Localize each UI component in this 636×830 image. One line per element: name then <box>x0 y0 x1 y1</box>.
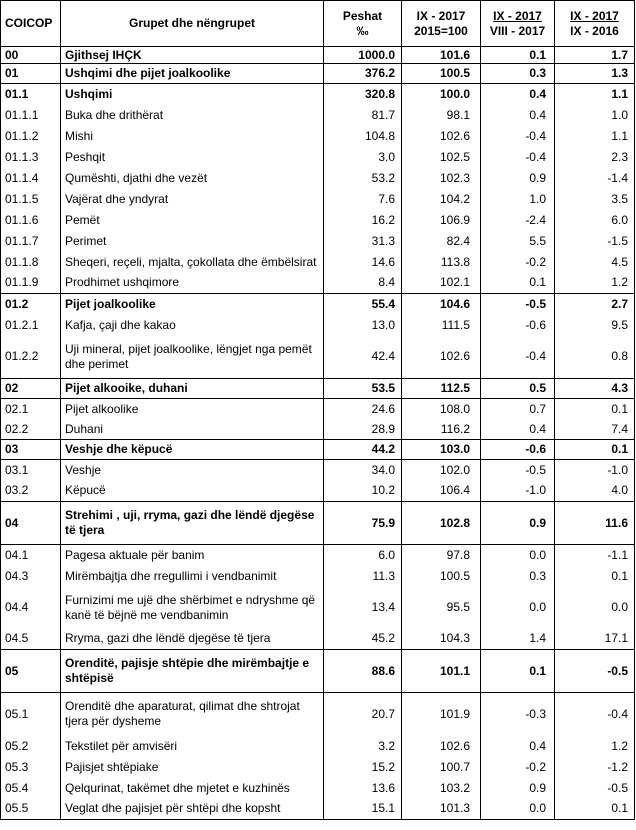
row-name: Mirëmbajtja dhe rregullimi i vendbanimit <box>61 566 324 587</box>
row-monthly-change: -2.4 <box>481 210 555 231</box>
row-weight: 6.0 <box>324 545 402 566</box>
row-weight: 13.6 <box>324 778 402 799</box>
row-index: 100.7 <box>402 757 481 778</box>
row-name: Tekstilet për amvisëri <box>61 736 324 757</box>
row-monthly-change: 0.9 <box>481 168 555 189</box>
row-index: 104.6 <box>402 294 481 315</box>
table-row <box>1 650 635 693</box>
row-annual-change: 1.3 <box>555 64 635 84</box>
row-name: Furnizimi me ujë dhe shërbimet e ndryshme që kanë të bëjnë me vendbanimin <box>61 587 324 629</box>
row-index: 95.5 <box>402 587 481 629</box>
row-monthly-change: 1.4 <box>481 629 555 650</box>
row-code: 03.2 <box>1 481 61 502</box>
table-row <box>1 629 635 650</box>
row-monthly-change: 0.4 <box>481 736 555 757</box>
row-name: Perimet <box>61 231 324 252</box>
row-monthly-change: 0.0 <box>481 587 555 629</box>
row-code: 03.1 <box>1 460 61 481</box>
row-monthly-change: -0.6 <box>481 440 555 460</box>
row-index: 102.5 <box>402 147 481 168</box>
row-annual-change: 4.0 <box>555 481 635 502</box>
row-index: 101.1 <box>402 650 481 693</box>
header-weight <box>324 1 402 47</box>
row-index: 103.0 <box>402 440 481 460</box>
row-name: Duhani <box>61 420 324 440</box>
row-index: 116.2 <box>402 420 481 440</box>
table-row <box>1 47 635 64</box>
table-row <box>1 105 635 126</box>
row-index: 103.2 <box>402 778 481 799</box>
header-weight-line2: ‰ <box>356 23 369 38</box>
table-row <box>1 231 635 252</box>
row-weight: 55.4 <box>324 294 402 315</box>
row-name: Mishi <box>61 126 324 147</box>
row-code: 01.2 <box>1 294 61 315</box>
row-index: 102.8 <box>402 502 481 545</box>
row-index: 101.3 <box>402 799 481 820</box>
row-index: 102.6 <box>402 126 481 147</box>
row-annual-change: 1.1 <box>555 126 635 147</box>
row-name: Qelqurinat, takëmet dhe mjetet e kuzhinës <box>61 778 324 799</box>
row-code: 02.2 <box>1 420 61 440</box>
row-weight: 44.2 <box>324 440 402 460</box>
row-weight: 20.7 <box>324 693 402 736</box>
row-index: 102.0 <box>402 460 481 481</box>
header-monthly-line2: VIII - 2017 <box>489 23 546 38</box>
table-row <box>1 736 635 757</box>
table-row <box>1 799 635 820</box>
row-index: 98.1 <box>402 105 481 126</box>
header-annual-line1: IX - 2017 <box>570 8 619 23</box>
row-weight: 14.6 <box>324 252 402 273</box>
table-row <box>1 252 635 273</box>
row-name: Pijet alkooike, duhani <box>61 379 324 399</box>
row-monthly-change: -1.0 <box>481 481 555 502</box>
row-code: 01.1.9 <box>1 273 61 294</box>
row-name: Pijet joalkoolike <box>61 294 324 315</box>
row-name: Ushqimi <box>61 84 324 105</box>
row-weight: 3.2 <box>324 736 402 757</box>
table-row <box>1 757 635 778</box>
row-monthly-change: -0.5 <box>481 460 555 481</box>
row-weight: 104.8 <box>324 126 402 147</box>
row-index: 102.1 <box>402 273 481 294</box>
row-code: 05.5 <box>1 799 61 820</box>
row-code: 01.1.5 <box>1 189 61 210</box>
row-weight: 75.9 <box>324 502 402 545</box>
row-annual-change: 2.3 <box>555 147 635 168</box>
row-annual-change: 4.5 <box>555 252 635 273</box>
table-row <box>1 168 635 189</box>
row-monthly-change: 0.4 <box>481 84 555 105</box>
row-index: 104.2 <box>402 189 481 210</box>
table-row <box>1 420 635 440</box>
row-name: Rryma, gazi dhe lëndë djegëse të tjera <box>61 629 324 650</box>
table-row <box>1 693 635 736</box>
row-name: Peshqit <box>61 147 324 168</box>
row-name: Sheqeri, reçeli, mjalta, çokollata dhe ëmbëlsirat <box>61 252 324 273</box>
row-annual-change: 0.1 <box>555 799 635 820</box>
row-index: 104.3 <box>402 629 481 650</box>
row-code: 00 <box>1 47 61 64</box>
row-annual-change: 1.2 <box>555 736 635 757</box>
row-monthly-change: 0.7 <box>481 399 555 420</box>
row-monthly-change: 0.1 <box>481 47 555 64</box>
row-code: 01.1.2 <box>1 126 61 147</box>
table-row <box>1 399 635 420</box>
row-name: Strehimi , uji, rryma, gazi dhe lëndë djegëse të tjera <box>61 502 324 545</box>
table-row <box>1 147 635 168</box>
table-row <box>1 210 635 231</box>
row-code: 02 <box>1 379 61 399</box>
header-index <box>402 1 481 47</box>
row-annual-change: 2.7 <box>555 294 635 315</box>
table-row <box>1 545 635 566</box>
row-annual-change: 0.1 <box>555 440 635 460</box>
row-index: 106.9 <box>402 210 481 231</box>
row-monthly-change: 1.0 <box>481 189 555 210</box>
row-code: 01.2.2 <box>1 336 61 379</box>
row-weight: 28.9 <box>324 420 402 440</box>
row-code: 04.4 <box>1 587 61 629</box>
row-annual-change: -0.4 <box>555 693 635 736</box>
row-weight: 13.0 <box>324 315 402 336</box>
row-code: 04.5 <box>1 629 61 650</box>
row-monthly-change: -0.2 <box>481 757 555 778</box>
row-name: Orenditë dhe aparaturat, qilimat dhe shtrojat tjera për dysheme <box>61 693 324 736</box>
row-weight: 15.2 <box>324 757 402 778</box>
table-row <box>1 294 635 315</box>
row-annual-change: 1.0 <box>555 105 635 126</box>
row-annual-change: 11.6 <box>555 502 635 545</box>
row-index: 102.3 <box>402 168 481 189</box>
row-weight: 24.6 <box>324 399 402 420</box>
row-name: Prodhimet ushqimore <box>61 273 324 294</box>
row-weight: 320.8 <box>324 84 402 105</box>
row-monthly-change: -0.4 <box>481 126 555 147</box>
row-code: 01.1.8 <box>1 252 61 273</box>
row-weight: 53.5 <box>324 379 402 399</box>
table-row <box>1 460 635 481</box>
row-code: 05.4 <box>1 778 61 799</box>
row-index: 102.6 <box>402 736 481 757</box>
row-name: Qumështi, djathi dhe vezët <box>61 168 324 189</box>
row-name: Veglat dhe pajisjet për shtëpi dhe kopsht <box>61 799 324 820</box>
table-row <box>1 84 635 105</box>
header-index-line2: 2015=100 <box>414 23 468 38</box>
row-index: 113.8 <box>402 252 481 273</box>
row-annual-change: 1.2 <box>555 273 635 294</box>
table-row <box>1 126 635 147</box>
row-annual-change: -1.2 <box>555 757 635 778</box>
row-code: 01.1 <box>1 84 61 105</box>
row-name: Buka dhe drithërat <box>61 105 324 126</box>
row-code: 03 <box>1 440 61 460</box>
table-row <box>1 64 635 84</box>
row-code: 01.2.1 <box>1 315 61 336</box>
row-index: 101.9 <box>402 693 481 736</box>
row-code: 05.2 <box>1 736 61 757</box>
row-annual-change: -0.5 <box>555 778 635 799</box>
row-annual-change: -1.1 <box>555 545 635 566</box>
row-index: 100.5 <box>402 64 481 84</box>
row-code: 01.1.3 <box>1 147 61 168</box>
row-weight: 10.2 <box>324 481 402 502</box>
row-code: 04 <box>1 502 61 545</box>
header-index-line1: IX - 2017 <box>416 8 466 23</box>
row-annual-change: -0.5 <box>555 650 635 693</box>
row-annual-change: 6.0 <box>555 210 635 231</box>
row-monthly-change: 0.5 <box>481 379 555 399</box>
row-annual-change: 0.1 <box>555 399 635 420</box>
row-annual-change: 17.1 <box>555 629 635 650</box>
row-annual-change: 1.7 <box>555 47 635 64</box>
row-annual-change: 1.1 <box>555 84 635 105</box>
row-weight: 7.6 <box>324 189 402 210</box>
row-monthly-change: -0.3 <box>481 693 555 736</box>
row-annual-change: 0.1 <box>555 566 635 587</box>
row-monthly-change: 0.3 <box>481 566 555 587</box>
row-annual-change: 0.0 <box>555 587 635 629</box>
row-index: 112.5 <box>402 379 481 399</box>
row-monthly-change: 0.4 <box>481 105 555 126</box>
header-weight-line1: Peshat <box>342 8 383 23</box>
row-annual-change: -1.5 <box>555 231 635 252</box>
row-weight: 31.3 <box>324 231 402 252</box>
row-index: 97.8 <box>402 545 481 566</box>
row-name: Orenditë, pajisje shtëpie dhe mirëmbajtje e shtëpisë <box>61 650 324 693</box>
row-name: Pagesa aktuale për banim <box>61 545 324 566</box>
row-annual-change: 0.8 <box>555 336 635 379</box>
row-monthly-change: 0.1 <box>481 650 555 693</box>
row-monthly-change: -0.2 <box>481 252 555 273</box>
row-monthly-change: 0.0 <box>481 545 555 566</box>
row-annual-change: -1.4 <box>555 168 635 189</box>
table-row <box>1 189 635 210</box>
row-code: 04.3 <box>1 566 61 587</box>
row-name: Pijet alkoolike <box>61 399 324 420</box>
row-monthly-change: 0.4 <box>481 420 555 440</box>
row-index: 108.0 <box>402 399 481 420</box>
row-code: 02.1 <box>1 399 61 420</box>
row-weight: 11.3 <box>324 566 402 587</box>
row-monthly-change: 0.3 <box>481 64 555 84</box>
row-monthly-change: -0.6 <box>481 315 555 336</box>
row-index: 102.6 <box>402 336 481 379</box>
row-index: 101.6 <box>402 47 481 64</box>
row-weight: 16.2 <box>324 210 402 231</box>
table-row <box>1 778 635 799</box>
row-code: 01.1.4 <box>1 168 61 189</box>
row-index: 100.5 <box>402 566 481 587</box>
row-weight: 34.0 <box>324 460 402 481</box>
row-weight: 376.2 <box>324 64 402 84</box>
header-row <box>1 1 635 47</box>
header-group: Grupet dhe nëngrupet <box>61 1 324 47</box>
row-code: 01.1.6 <box>1 210 61 231</box>
row-monthly-change: 0.0 <box>481 799 555 820</box>
row-weight: 45.2 <box>324 629 402 650</box>
row-code: 01 <box>1 64 61 84</box>
row-weight: 1000.0 <box>324 47 402 64</box>
row-annual-change: -1.0 <box>555 460 635 481</box>
row-name: Pajisjet shtëpiake <box>61 757 324 778</box>
table-row <box>1 481 635 502</box>
row-annual-change: 3.5 <box>555 189 635 210</box>
row-weight: 88.6 <box>324 650 402 693</box>
row-annual-change: 9.5 <box>555 315 635 336</box>
row-annual-change: 4.3 <box>555 379 635 399</box>
row-weight: 13.4 <box>324 587 402 629</box>
header-monthly-line1: IX - 2017 <box>493 8 542 23</box>
row-code: 01.1.1 <box>1 105 61 126</box>
row-name: Kafja, çaji dhe kakao <box>61 315 324 336</box>
table-row <box>1 440 635 460</box>
row-name: Veshje <box>61 460 324 481</box>
row-name: Gjithsej IHÇK <box>61 47 324 64</box>
row-monthly-change: -0.4 <box>481 336 555 379</box>
row-index: 100.0 <box>402 84 481 105</box>
row-index: 106.4 <box>402 481 481 502</box>
row-weight: 42.4 <box>324 336 402 379</box>
row-weight: 8.4 <box>324 273 402 294</box>
row-name: Vajërat dhe yndyrat <box>61 189 324 210</box>
row-index: 82.4 <box>402 231 481 252</box>
row-index: 111.5 <box>402 315 481 336</box>
header-coicop: COICOP <box>1 1 61 47</box>
row-weight: 3.0 <box>324 147 402 168</box>
header-annual-line2: IX - 2016 <box>570 23 619 38</box>
row-code: 05.3 <box>1 757 61 778</box>
row-name: Veshje dhe këpucë <box>61 440 324 460</box>
table-row <box>1 587 635 629</box>
row-monthly-change: 0.9 <box>481 778 555 799</box>
row-monthly-change: -0.4 <box>481 147 555 168</box>
row-name: Pemët <box>61 210 324 231</box>
row-weight: 81.7 <box>324 105 402 126</box>
row-code: 05 <box>1 650 61 693</box>
row-monthly-change: 0.1 <box>481 273 555 294</box>
table-row <box>1 502 635 545</box>
row-monthly-change: -0.5 <box>481 294 555 315</box>
row-weight: 53.2 <box>324 168 402 189</box>
row-monthly-change: 5.5 <box>481 231 555 252</box>
row-code: 01.1.7 <box>1 231 61 252</box>
header-annual <box>555 1 635 47</box>
table-row <box>1 273 635 294</box>
row-monthly-change: 0.9 <box>481 502 555 545</box>
table-row <box>1 315 635 336</box>
table-row <box>1 566 635 587</box>
row-name: Uji mineral, pijet joalkoolike, lëngjet nga pemët dhe perimet <box>61 336 324 379</box>
row-name: Ushqimi dhe pijet joalkoolike <box>61 64 324 84</box>
row-code: 04.1 <box>1 545 61 566</box>
row-name: Këpucë <box>61 481 324 502</box>
table-row <box>1 336 635 379</box>
table-body <box>1 47 635 820</box>
header-monthly <box>481 1 555 47</box>
row-code: 05.1 <box>1 693 61 736</box>
row-weight: 15.1 <box>324 799 402 820</box>
row-annual-change: 7.4 <box>555 420 635 440</box>
table-row <box>1 379 635 399</box>
